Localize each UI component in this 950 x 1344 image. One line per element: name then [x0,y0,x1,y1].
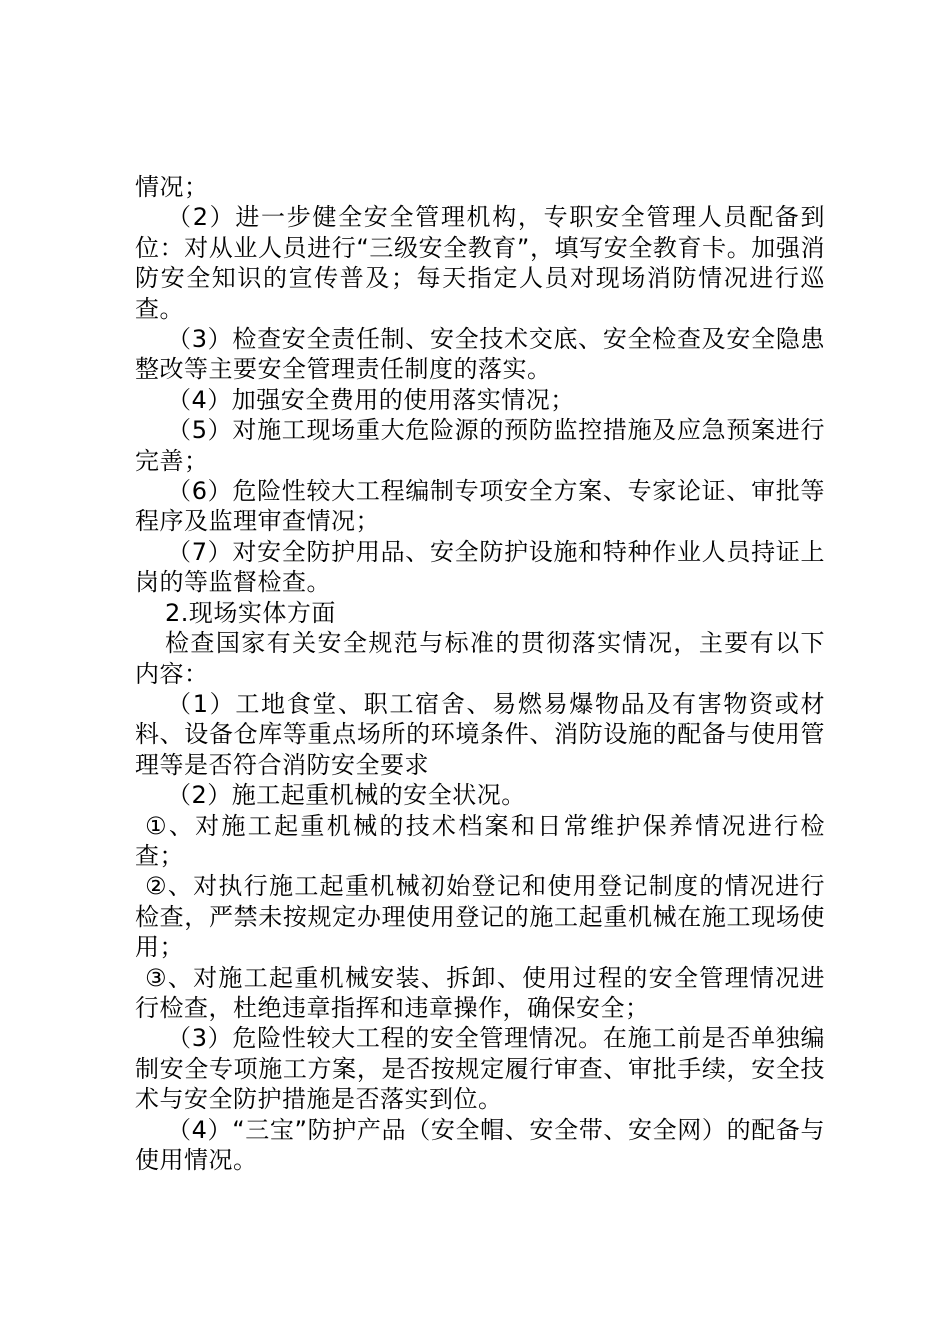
paragraph-item-7: （7）对安全防护用品、安全防护设施和特种作业人员持证上岗的等监督检查。 [135,537,825,597]
paragraph-item-4: （4）加强安全费用的使用落实情况； [167,385,575,414]
paragraph-site-item-2: （2）施工起重机械的安全状况。 [167,781,526,810]
section-intro: 检查国家有关安全规范与标准的贯彻落实情况，主要有以下内容： [135,629,825,688]
subitem-circled-2: ②、对执行施工起重机械初始登记和使用登记制度的情况进行检查，严禁未按规定办理使用登记的施工起重机械在施工现场使用； [135,872,825,962]
paragraph-item-3: （3）检查安全责任制、安全技术交底、安全检查及安全隐患整改等主要安全管理责任制度的落实。 [135,325,825,384]
paragraph-site-item-1: （1）工地食堂、职工宿舍、易燃易爆物品及有害物资或材料、设备仓库等重点场所的环境条件、消防设施的配备与使用管理等是否符合消防安全要求 [135,689,825,779]
section-heading: 2.现场实体方面 [165,598,336,627]
subitem-circled-3: ③、对施工起重机械安装、拆卸、使用过程的安全管理情况进行检查，杜绝违章指挥和违章操作，确保安全； [135,963,825,1022]
paragraph-item-2: （2）进一步健全安全管理机构，专职安全管理人员配备到位：对从业人员进行“三级安全教育”，填写安全教育卡。加强消防安全知识的宣传普及；每天指定人员对现场消防情况进行巡查。 [135,203,825,323]
paragraph-site-item-4: （4）“三宝”防护产品（安全帽、安全带、安全网）的配备与使用情况。 [135,1115,825,1174]
subitem-circled-1: ①、对施工起重机械的技术档案和日常维护保养情况进行检查； [135,811,825,870]
paragraph-continuation: 情况； [135,173,209,201]
document-body [135,172,825,1175]
paragraph-site-item-3: （3）危险性较大工程的安全管理情况。在施工前是否单独编制安全专项施工方案，是否按规定履行审查、审批手续，安全技术与安全防护措施是否落实到位。 [135,1024,825,1114]
paragraph-item-5: （5）对施工现场重大危险源的预防监控措施及应急预案进行完善； [135,416,825,475]
paragraph-item-6: （6）危险性较大工程编制专项安全方案、专家论证、审批等程序及监理审查情况； [135,477,825,536]
